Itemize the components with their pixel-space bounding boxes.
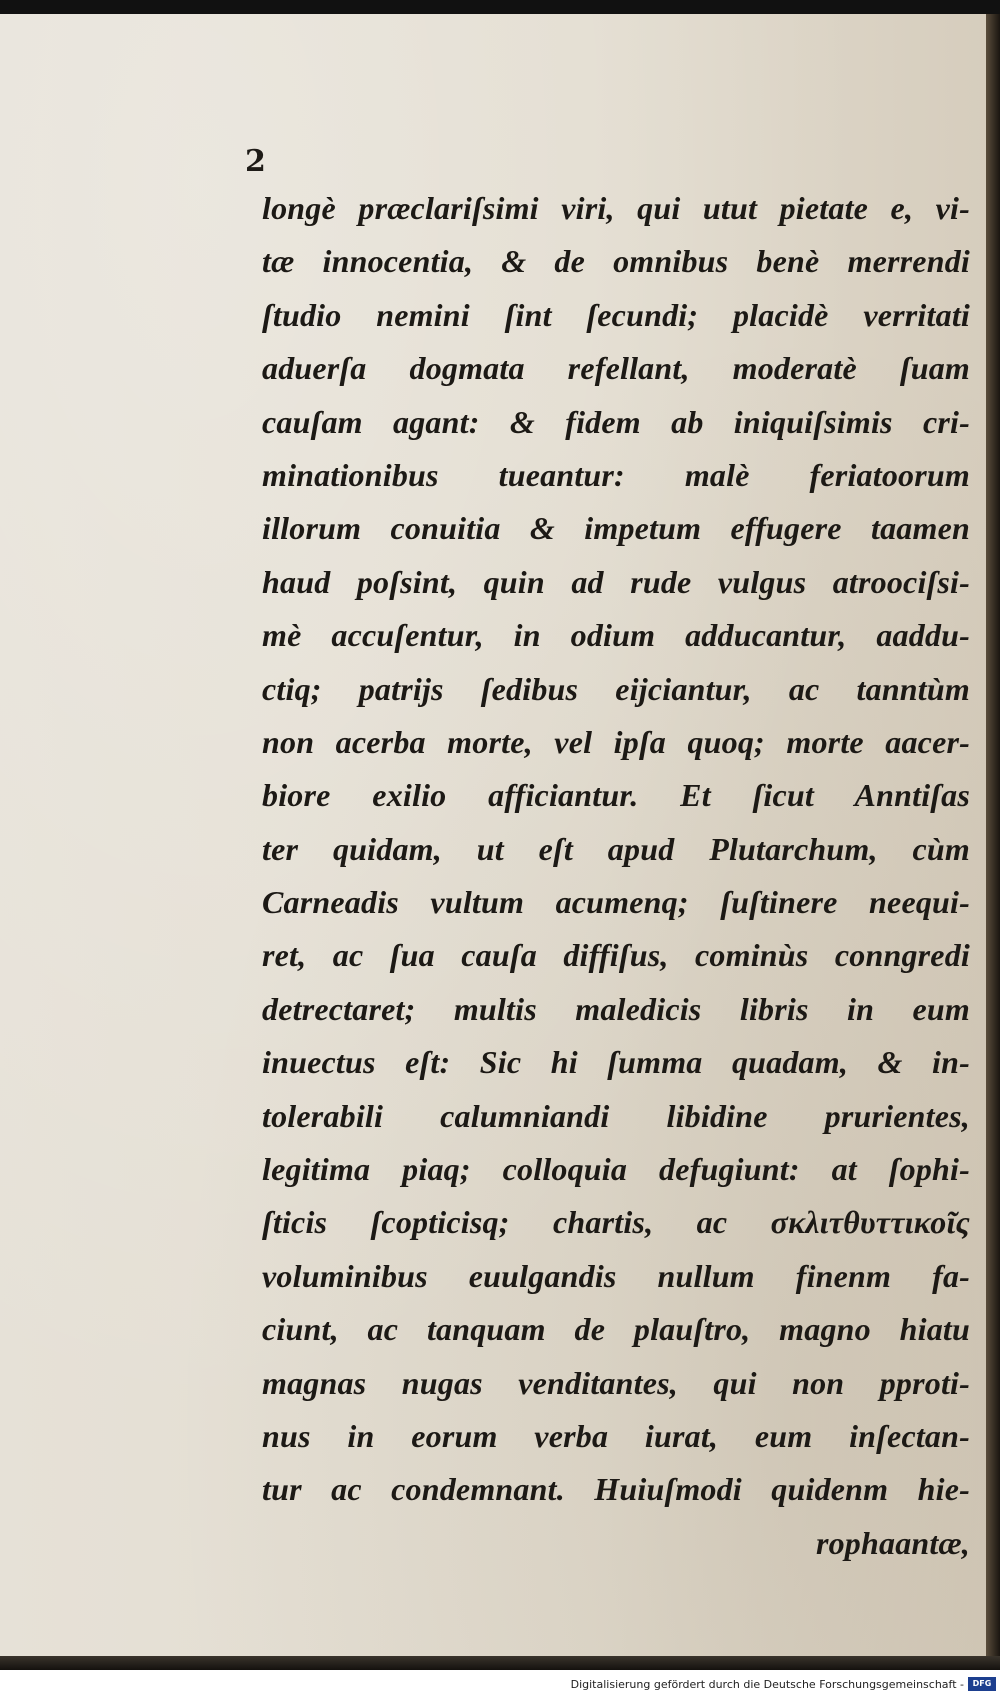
text-line: ter quidam, ut eſt apud Plutarchum, cùm <box>262 830 970 867</box>
digitization-footer <box>0 1670 1000 1700</box>
text-line: aduerſa dogmata refellant, moderatè ſuam <box>262 350 970 387</box>
text-line: mè accuſentur, in odium adducantur, aaddu- <box>262 617 970 654</box>
text-line: biore exilio afficiantur. Et ſicut Anntiſas <box>262 777 970 814</box>
text-line: voluminibus euulgandis nullum finenm fa- <box>262 1257 970 1294</box>
text-line: rophaantæ, <box>815 1524 970 1561</box>
text-line: non acerba morte, vel ipſa quoq; morte aacer- <box>262 723 970 760</box>
text-line: nus in eorum verba iurat, eum inſectan- <box>262 1417 970 1454</box>
text-line: ſticis ſcopticisq; chartis, ac σκλιτθυττικοῖς <box>262 1204 970 1241</box>
text-line: ſtudio nemini ſint ſecundi; placidè verritati <box>262 296 970 333</box>
text-line: inuectus eſt: Sic hi ſumma quadam, & in- <box>262 1044 970 1081</box>
text-line: tur ac condemnant. Huiuſmodi quidenm hie- <box>262 1471 970 1508</box>
book-gutter <box>986 14 1000 1670</box>
paper-sheet <box>0 14 990 1670</box>
text-line: Carneadis vultum acumenq; ſuſtinere neequi- <box>262 884 970 921</box>
text-line: tæ innocentia, & de omnibus benè merrendi <box>262 243 970 280</box>
funding-credit: Digitalisierung gefördert durch die Deutsche Forschungsgemeinschaft - <box>570 1678 964 1691</box>
text-line: magnas nugas venditantes, qui non pproti- <box>262 1364 970 1401</box>
scanned-page <box>0 14 1000 1670</box>
dfg-logo: DFG <box>968 1677 996 1691</box>
body-text <box>262 182 970 1570</box>
text-line: detrectaret; multis maledicis libris in eum <box>262 990 970 1027</box>
text-line: tolerabili calumniandi libidine prurientes, <box>262 1097 970 1134</box>
text-line: longè præclariſsimi viri, qui utut pietate e, vi- <box>262 190 970 226</box>
text-line: haud poſsint, quin ad rude vulgus atroociſsi- <box>262 563 970 600</box>
text-line: ret, ac ſua cauſa diffiſus, cominùs conngredi <box>262 937 970 974</box>
text-line: minationibus tueantur: malè feriatoorum <box>262 456 970 493</box>
text-line: illorum conuitia & impetum effugere taamen <box>262 510 970 547</box>
text-line: cauſam agant: & fidem ab iniquiſsimis cri- <box>262 403 970 440</box>
text-line: legitima piaq; colloquia defugiunt: at ſophi- <box>262 1151 970 1188</box>
text-line: ciunt, ac tanquam de plauſtro, magno hiatu <box>262 1311 970 1348</box>
page-bottom-edge <box>0 1656 1000 1670</box>
page-number: 2 <box>245 144 266 179</box>
text-line: ctiq; patrijs ſedibus eijciantur, ac tanntùm <box>262 670 970 707</box>
